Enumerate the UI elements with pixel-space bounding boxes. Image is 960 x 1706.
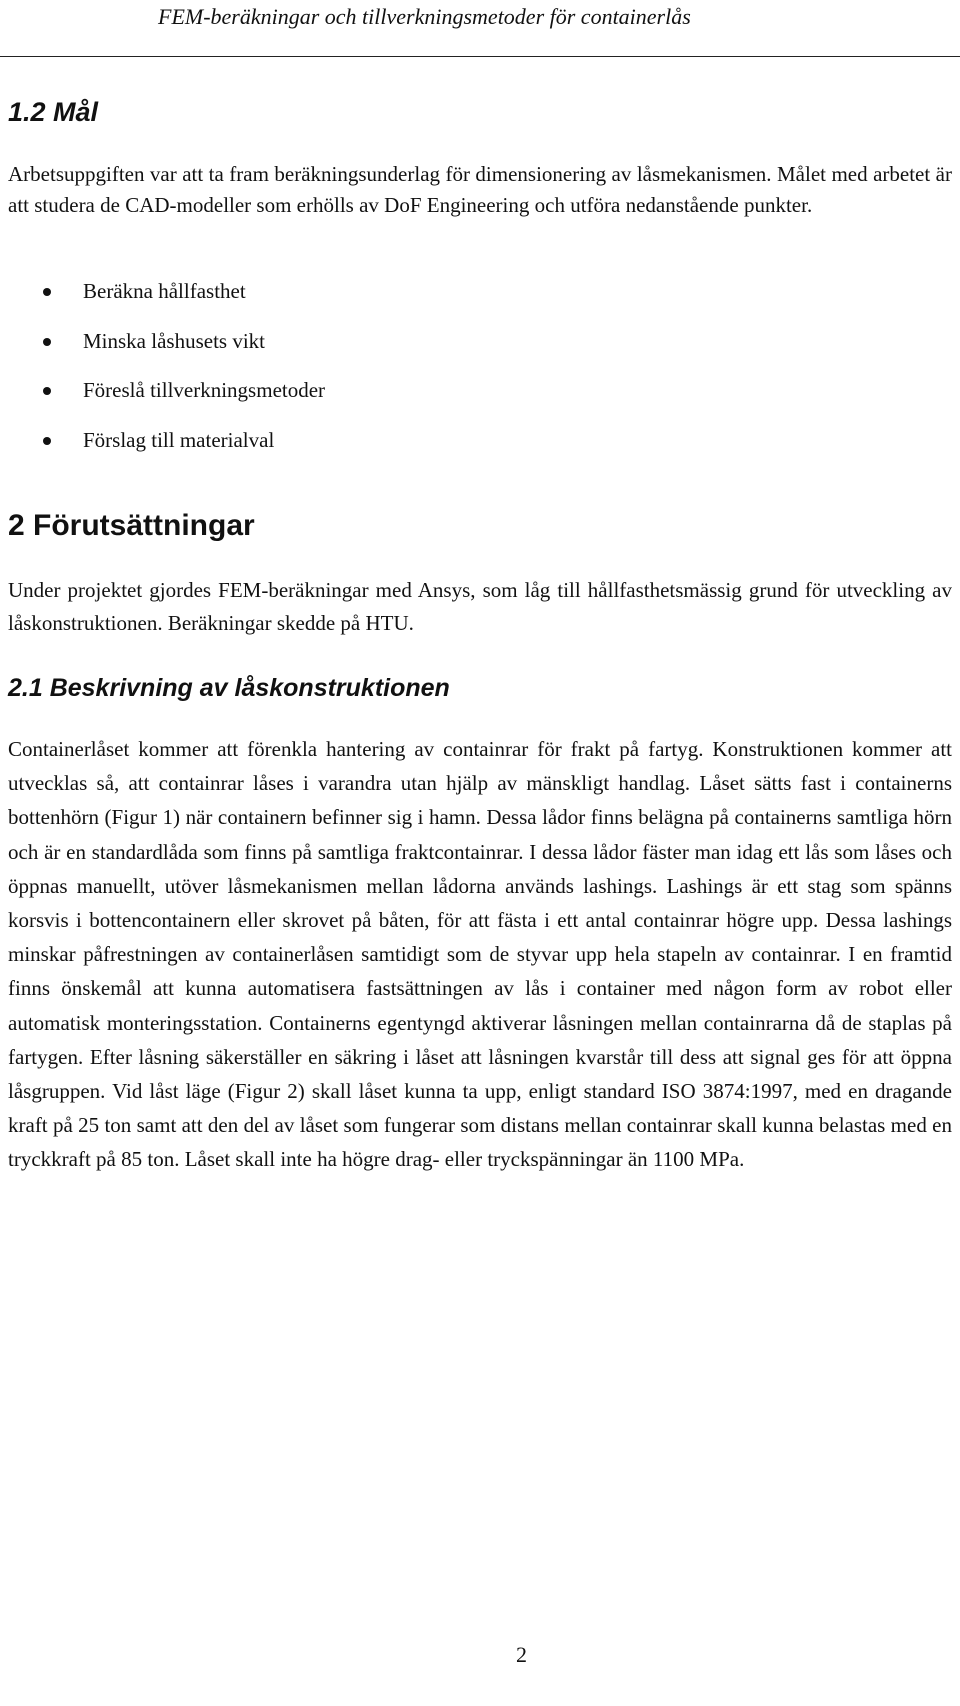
bullet-icon	[43, 338, 51, 346]
running-header	[0, 0, 960, 57]
list-item-text: Beräkna hållfasthet	[83, 279, 246, 303]
list-item	[0, 276, 325, 326]
bullet-icon	[43, 387, 51, 395]
paragraph-mal: Arbetsuppgiften var att ta fram beräkningsunderlag för dimensionering av låsmekanismen. Målet med arbetet är att studera de CAD-modeller som erhölls av DoF Engineering och utföra nedanstående punkter.	[8, 162, 952, 217]
list-item-text: Föreslå tillverkningsmetoder	[83, 378, 326, 402]
paragraph-forutsattningar: Under projektet gjordes FEM-beräkningar med Ansys, som låg till hållfasthetsmässig grund för utveckling av låskonstruktionen. Beräkningar skedde på HTU.	[8, 578, 952, 635]
bullet-icon	[43, 437, 51, 445]
document-title: FEM-beräkningar och tillverkningsmetoder för containerlås	[158, 4, 691, 29]
list-item	[0, 326, 325, 376]
list-item	[0, 425, 325, 475]
page-number: 2	[516, 1642, 527, 1667]
section-heading-beskrivning: 2.1 Beskrivning av låskonstruktionen	[8, 674, 450, 702]
section-heading-mal: 1.2 Mål	[8, 97, 99, 127]
goal-list	[0, 276, 325, 474]
paragraph-beskrivning: Containerlåset kommer att förenkla hantering av containrar för frakt på fartyg. Konstruktionen kommer att utvecklas så, att containrar låses i varandra utan hjälp av mänskligt handlag. Låset sätts fast i containerns bottenhörn (Figur 1) när containern befinner sig i hamn. Dessa lådor finns belägna på containerns samtliga hörn och är en standardlåda som finns på samtliga fraktcontainrar. I dessa lådor fäster man idag ett lås som låses och öppnas manuellt, utöver låsmekanismen mellan lådorna används lashings. Lashings är ett stag som spänns korsvis i bottencontainern eller skrovet på båten, för att fästa i ett antal containrar högre upp. Dessa lashings minskar påfrestningen av containerlåsen samtidigt som de styvar upp hela stapeln av containrar. I en framtid finns önskemål att kunna automatisera fastsättningen av lås i container med någon form av robot eller automatisk monteringsstation. Containerns egentyngd aktiverar låsningen mellan containrarna då de staplas på fartygen. Efter låsning säkerställer en säkring i låset att låsningen kvarstår till dess att signal ges för att öppna låsgruppen. Vid låst läge (Figur 2) skall låset kunna ta upp, enligt standard ISO 3874:1997, med en dragande kraft på 25 ton samt att den del av låset som fungerar som distans mellan containrar skall kunna belastas med en tryckkraft på 85 ton. Låset skall inte ha högre drag- eller tryckspänningar än 1100 MPa.	[8, 737, 952, 1172]
list-item-text: Minska låshusets vikt	[83, 328, 265, 353]
list-item-text: Förslag till materialval	[83, 427, 275, 452]
list-item	[0, 375, 325, 425]
section-heading-forutsattningar: 2 Förutsättningar	[8, 509, 255, 542]
bullet-icon	[43, 288, 51, 296]
